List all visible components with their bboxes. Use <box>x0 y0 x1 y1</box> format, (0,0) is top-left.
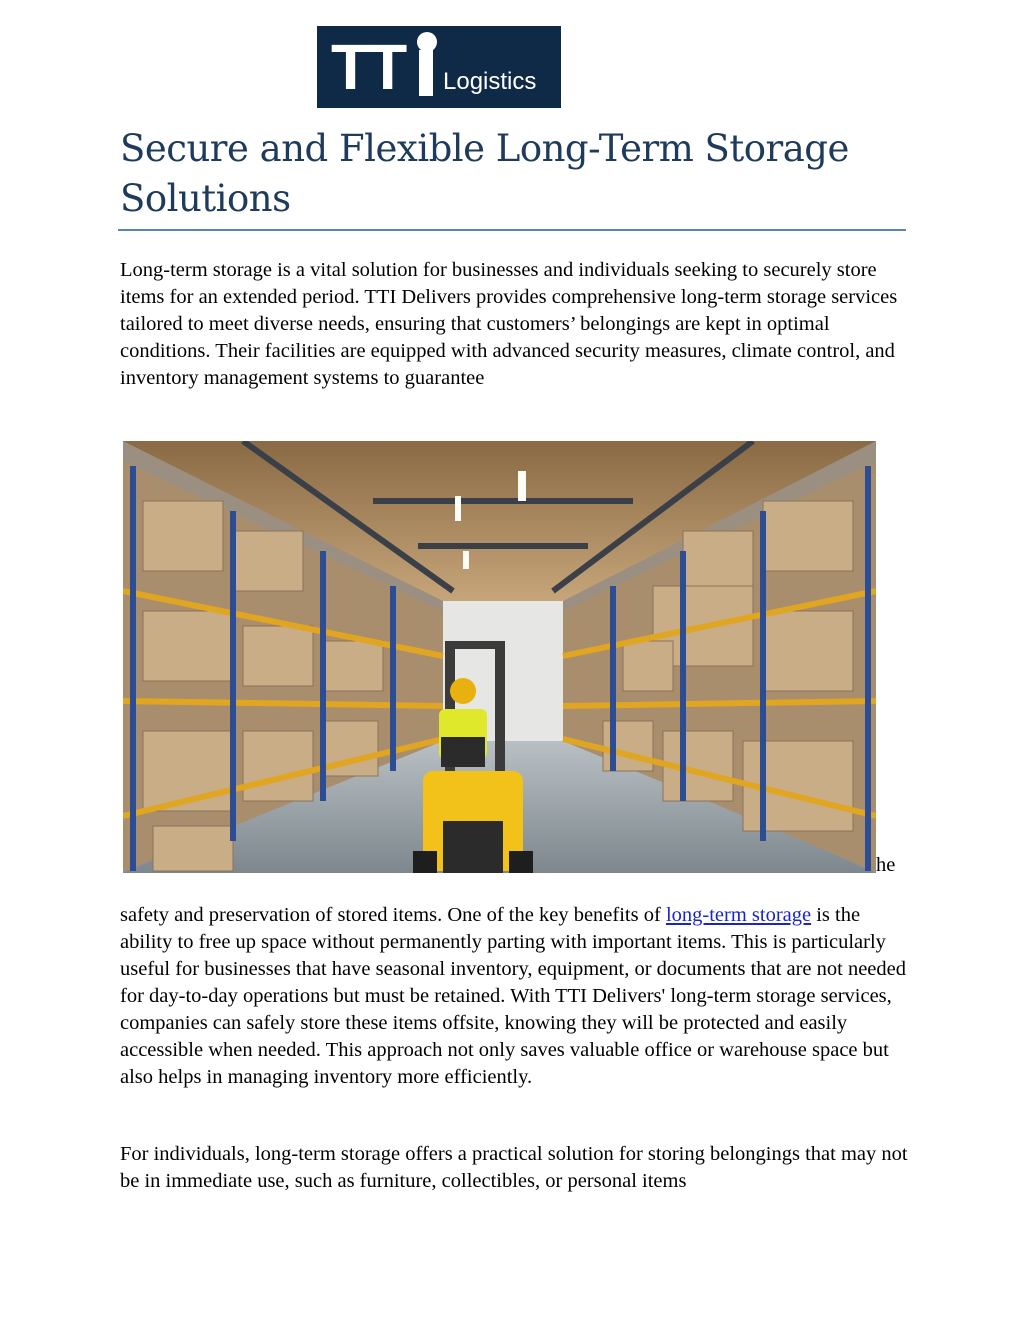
logo-i-dot-icon <box>417 32 437 52</box>
image-trailing-text: he <box>876 854 896 876</box>
tti-logistics-logo <box>317 26 561 108</box>
logo-subtitle: Logistics <box>443 68 537 95</box>
logo-mark: TT <box>331 31 406 103</box>
warehouse-forklift-photo <box>123 441 876 873</box>
benefits-paragraph <box>120 902 910 1091</box>
page-title: Secure and Flexible Long-Term Storage Solutions <box>120 127 849 220</box>
benefits-text-end: is the ability to free up space without permanently parting with important items. This is particularly useful for businesses that have seasonal inventory, equipment, or documents that are not needed for day-to-day operations but must be retained. With TTI Delivers' long-term storage services, companies can safely store these items offsite, knowing they will be protected and easily accessible when needed. This approach not only saves valuable office or warehouse space but also helps in managing inventory more efficiently. <box>120 904 906 1088</box>
warehouse-illustration-icon <box>123 441 876 873</box>
logo-i-stem-icon <box>419 50 433 96</box>
long-term-storage-link[interactable]: long-term storage <box>665 904 812 926</box>
intro-paragraph: Long-term storage is a vital solution for businesses and individuals seeking to securely store items for an extended period. TTI Delivers provides comprehensive long-term storage services tailored to meet diverse needs, ensuring that customers’ belongings are kept in optimal conditions. Their facilities are equipped with advanced security measures, climate control, and inventory management systems to guarantee <box>120 259 898 389</box>
individuals-paragraph: For individuals, long-term storage offers a practical solution for storing belongings that may not be in immediate use, such as furniture, collectibles, or personal items <box>120 1143 908 1192</box>
title-divider <box>118 229 906 231</box>
benefits-text-start: safety and preservation of stored items. One of the key benefits of <box>120 904 666 926</box>
